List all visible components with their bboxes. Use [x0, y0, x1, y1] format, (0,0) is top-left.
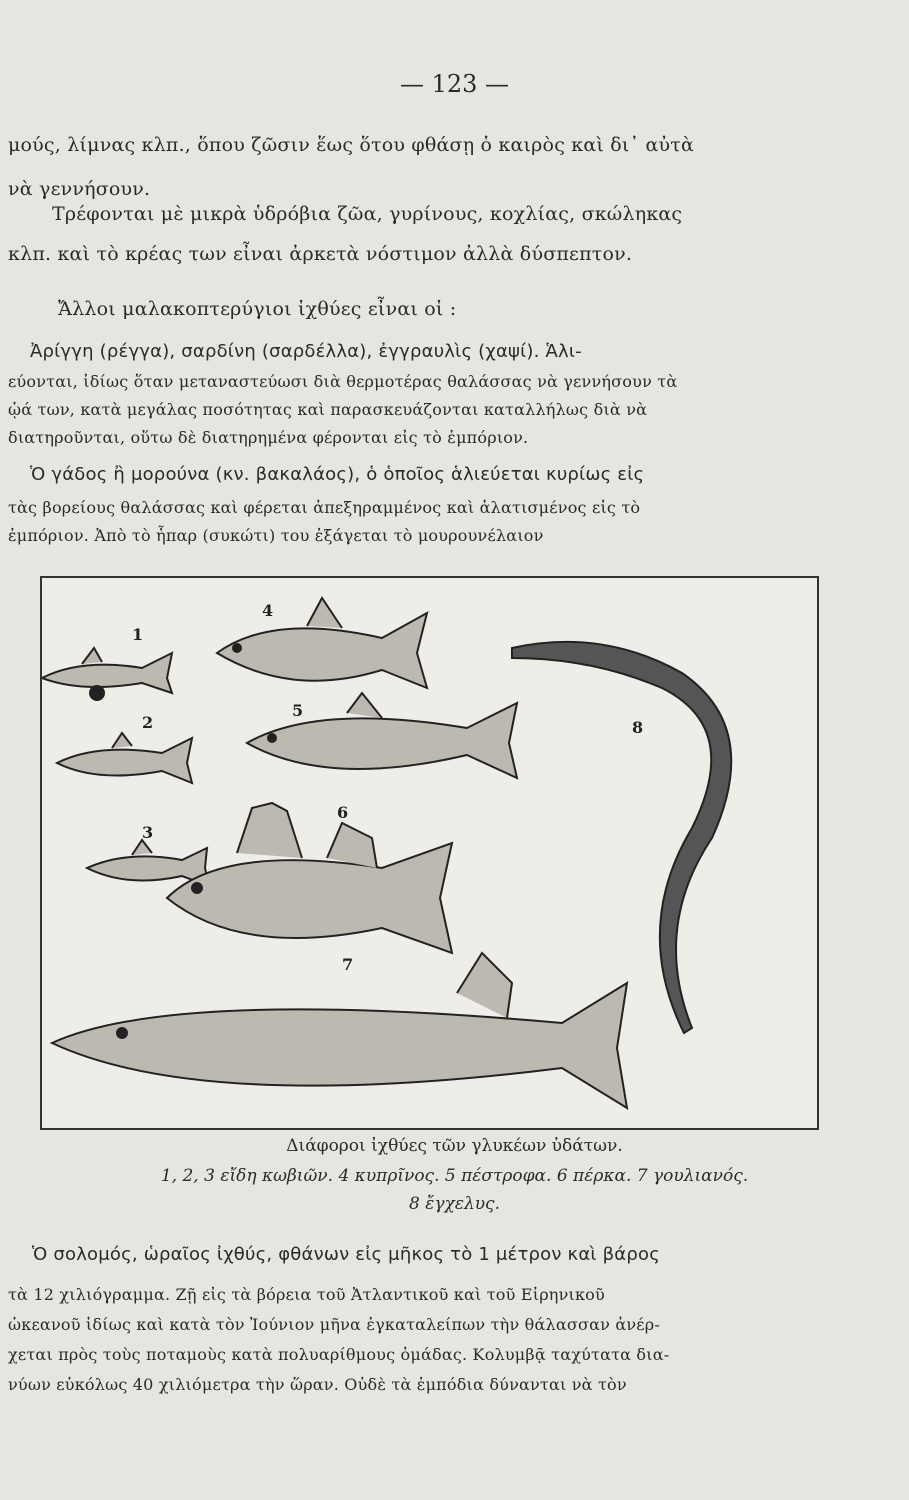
figure-label: 2 [142, 713, 154, 732]
text-line: νὰ γεννήσουν. [8, 178, 151, 200]
fish-drawing [42, 578, 817, 1128]
text-line: μούς, λίμνας κλπ., ὅπου ζῶσιν ἕως ὅτου φθάσῃ ὁ καιρὸς καὶ δι᾽ αὐτὰ [8, 134, 695, 156]
text-line: Τρέφονται μὲ μικρὰ ὑδρόβια ζῶα, γυρίνους, κοχλίας, σκώληκας [52, 203, 683, 225]
text-line: χεται πρὸς τοὺς ποταμοὺς κατὰ πολυαρίθμους ὁμάδας. Κολυμβᾷ ταχύτατα δια- [8, 1345, 670, 1364]
figure-caption: Διάφοροι ἰχθύες τῶν γλυκέων ὑδάτων. [286, 1136, 623, 1156]
intro-line: Ἄλλοι μαλακοπτερύγιοι ἰχθύες εἶναι οἱ : [58, 298, 457, 320]
figure-label: 3 [142, 823, 154, 842]
fish-8-eel [512, 642, 731, 1033]
figure-caption: 1, 2, 3 εἴδη κωβιῶν. 4 κυπρῖνος. 5 πέστροφα. 6 πέρκα. 7 γουλιανός. [160, 1166, 749, 1186]
text-line: Ὁ γάδος ἢ μορούνα (κν. βακαλάος), ὁ ὁποῖος ἁλιεύεται κυρίως εἰς [30, 464, 645, 485]
fish-1 [42, 648, 172, 700]
text-line: Ὁ σολομός, ὡραῖος ἰχθύς, φθάνων εἰς μῆκος τὸ 1 μέτρον καὶ βάρος [32, 1244, 660, 1265]
text-line: διατηροῦνται, οὕτω δὲ διατηρημένα φέρονται εἰς τὸ ἐμπόριον. [8, 428, 529, 447]
text-line: κλπ. καὶ τὸ κρέας των εἶναι ἀρκετὰ νόστιμον ἀλλὰ δύσπεπτον. [8, 243, 633, 265]
fish-4-carp [217, 598, 427, 688]
text-line: εύονται, ἰδίως ὅταν μεταναστεύωσι διὰ θερμοτέρας θαλάσσας νὰ γεννήσουν τὰ [8, 372, 678, 391]
text-line: Ἀρίγγη (ρέγγα), σαρδίνη (σαρδέλλα), ἐγγραυλὶς (χαψί). Ἁλι- [30, 341, 582, 362]
fish-3 [87, 840, 209, 886]
text-line: νύων εὐκόλως 40 χιλιόμετρα τὴν ὥραν. Οὐδὲ τὰ ἐμπόδια δύνανται νὰ τὸν [8, 1375, 627, 1394]
figure-caption: 8 ἔγχελυς. [409, 1194, 500, 1214]
text-line: τὰ 12 χιλιόγραμμα. Ζῇ εἰς τὰ βόρεια τοῦ Ἀτλαντικοῦ καὶ τοῦ Εἰρηνικοῦ [8, 1285, 605, 1304]
figure-label: 7 [342, 955, 354, 974]
text-line: ἐμπόριον. Ἀπὸ τὸ ἧπαρ (συκώτι) του ἐξάγεται τὸ μουρουνέλαιον [8, 526, 544, 545]
fish-6-perch [167, 803, 452, 953]
text-line: τὰς βορείους θαλάσσας καὶ φέρεται ἀπεξηραμμένος καὶ ἁλατισμένος εἰς τὸ [8, 498, 641, 517]
fish-5-trout [247, 693, 517, 778]
fish-illustration [40, 576, 819, 1130]
figure-label: 1 [132, 625, 144, 644]
figure-label: 8 [632, 718, 644, 737]
page-number: — 123 — [399, 70, 510, 98]
fish-7-pike [52, 953, 627, 1108]
text-line: ᾠά των, κατὰ μεγάλας ποσότητας καὶ παρασκευάζονται καταλλήλως διὰ νὰ [8, 400, 648, 419]
fish-2 [57, 733, 192, 783]
figure-label: 4 [262, 601, 274, 620]
text-line: ὠκεανοῦ ἰδίως καὶ κατὰ τὸν Ἰούνιον μῆνα ἐγκαταλείπων τὴν θάλασσαν ἀνέρ- [8, 1315, 660, 1334]
figure-label: 6 [337, 803, 349, 822]
figure-label: 5 [292, 701, 304, 720]
